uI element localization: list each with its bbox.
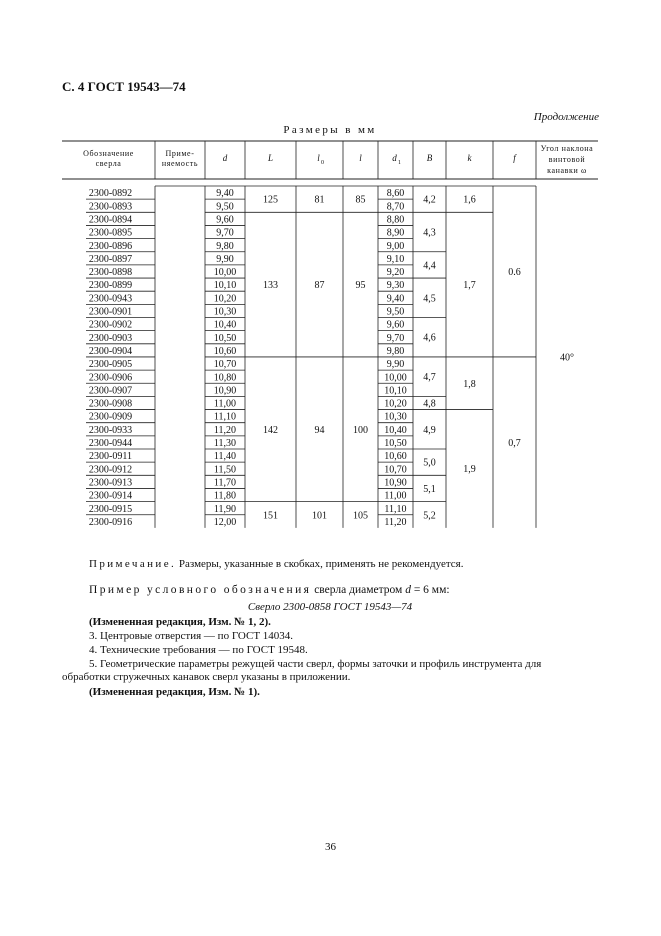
row-d: 11,30	[213, 438, 237, 449]
row-d: 11,10	[213, 411, 237, 423]
example-line	[89, 583, 450, 597]
row-d: 9,80	[216, 240, 234, 252]
group-k-value: 1,7	[463, 280, 476, 292]
note-text: Размеры, указанные в скобках, применять не рекомендуется.	[176, 558, 464, 570]
note-label: Примечание.	[89, 558, 177, 570]
example-variable: d	[405, 584, 411, 596]
page-number: 36	[325, 841, 336, 853]
example-label: Пример условного обозначения	[89, 584, 312, 596]
row-d1: 10,60	[384, 451, 407, 463]
note-line	[89, 557, 463, 571]
row-designation: 2300-0905	[88, 359, 133, 371]
row-d: 12,00	[213, 516, 237, 528]
header-l0: l	[317, 153, 320, 163]
row-designation: 2300-0896	[88, 240, 133, 252]
row-d1: 10,30	[384, 411, 407, 423]
header-designation-2: сверла	[95, 159, 122, 168]
group-B-value: 5,2	[423, 510, 436, 522]
row-designation: 2300-0943	[88, 293, 133, 305]
header-f: f	[513, 153, 516, 163]
row-d1: 9,00	[386, 240, 405, 252]
header-angle-1: Угол наклона	[540, 144, 594, 153]
row-d1: 10,70	[384, 464, 407, 476]
row-d1: 9,20	[386, 267, 405, 279]
amendment-note-1: (Измененная редакция, Изм. № 1, 2).	[89, 616, 271, 628]
row-d: 10,40	[213, 319, 237, 331]
row-d: 10,70	[213, 359, 237, 371]
row-d: 9,40	[216, 188, 234, 200]
header-k: k	[467, 153, 472, 163]
header-l: l	[359, 153, 362, 163]
row-designation: 2300-0911	[89, 451, 132, 463]
row-d1: 8,60	[386, 188, 405, 200]
row-d1: 10,00	[384, 372, 407, 384]
row-designation: 2300-0908	[88, 398, 133, 410]
group-B-value: 5,1	[423, 483, 436, 495]
row-designation: 2300-0906	[88, 372, 133, 384]
row-d1: 9,10	[386, 253, 405, 265]
row-designation: 2300-0894	[88, 214, 133, 226]
row-d1: 9,50	[386, 306, 405, 318]
row-designation: 2300-0944	[88, 438, 133, 449]
item-5-line-1: 5. Геометрические параметры режущей части сверл, формы заточки и профиль инструмента для	[89, 658, 542, 670]
row-d: 9,60	[216, 214, 234, 226]
header-applicability-2: няемость	[161, 159, 199, 168]
group-k-value: 1,8	[463, 378, 476, 390]
row-d: 11,80	[213, 490, 237, 502]
group-l-value: 95	[355, 280, 366, 292]
row-d1: 10,10	[384, 385, 407, 397]
group-B-value: 4,6	[423, 332, 436, 344]
group-L-value: 142	[263, 424, 278, 436]
row-d: 9,90	[216, 253, 234, 265]
row-d: 11,00	[213, 398, 237, 410]
group-l0-value: 94	[314, 424, 325, 436]
row-d: 11,50	[213, 464, 237, 476]
row-designation: 2300-0898	[88, 267, 133, 279]
row-d1: 11,00	[384, 490, 407, 502]
group-k-value: 1,6	[463, 194, 476, 206]
row-d1: 9,70	[386, 332, 405, 344]
row-designation: 2300-0915	[88, 503, 133, 515]
header-applicability-1: Приме-	[165, 149, 195, 158]
group-l0-value: 101	[312, 510, 327, 522]
group-B-value: 4,2	[423, 194, 436, 206]
row-d: 11,70	[213, 477, 237, 489]
header-angle-2: винтовой	[548, 155, 586, 164]
row-designation: 2300-0904	[88, 345, 133, 357]
example-text-after: = 6 мм:	[410, 584, 450, 596]
row-d1: 10,20	[384, 398, 407, 410]
header-d1: d	[392, 153, 397, 163]
header-angle-3: канавки ω	[547, 166, 587, 175]
group-B-value: 4,3	[423, 227, 436, 239]
row-d: 11,20	[213, 424, 237, 436]
header-B: B	[426, 153, 433, 163]
row-d: 10,80	[213, 372, 237, 384]
row-d: 9,50	[216, 201, 234, 213]
row-designation: 2300-0916	[88, 516, 133, 528]
group-k-value: 1,9	[463, 464, 476, 476]
item-3: 3. Центровые отверстия — по ГОСТ 14034.	[89, 630, 294, 642]
group-B-value: 4,5	[423, 293, 436, 305]
row-d1: 9,30	[386, 280, 405, 292]
group-B-value: 4,7	[423, 372, 436, 384]
header-designation-1: Обозначение	[83, 149, 134, 158]
group-L-value: 151	[263, 510, 278, 522]
dimensions-caption: Размеры в мм	[283, 124, 377, 136]
row-d1: 10,40	[384, 424, 407, 436]
row-designation: 2300-0909	[88, 411, 133, 423]
row-designation: 2300-0907	[88, 385, 133, 397]
row-designation: 2300-0901	[88, 306, 133, 318]
item-5-line-2: обработки стружечных канавок сверл указаны в приложении.	[62, 671, 351, 683]
row-designation: 2300-0912	[88, 464, 133, 476]
row-designation: 2300-0899	[88, 280, 133, 292]
row-d: 9,70	[216, 227, 234, 239]
row-d: 11,90	[213, 503, 237, 515]
page-header: С. 4 ГОСТ 19543—74	[62, 79, 186, 94]
row-designation: 2300-0914	[88, 490, 133, 502]
row-d: 10,50	[213, 332, 237, 344]
row-designation: 2300-0903	[88, 332, 133, 344]
row-d: 10,20	[213, 293, 237, 305]
row-d1: 9,80	[386, 345, 405, 357]
group-B-value: 5,0	[423, 457, 436, 469]
header-d1-subscript: 1	[398, 160, 401, 166]
row-d1: 8,90	[386, 227, 405, 239]
row-d1: 10,50	[384, 438, 407, 449]
row-d1: 10,90	[384, 477, 407, 489]
row-designation: 2300-0913	[88, 477, 133, 489]
group-l0-value: 81	[314, 194, 325, 206]
example-text-before: сверла диаметром	[311, 584, 406, 596]
row-d1: 9,60	[386, 319, 405, 331]
row-d: 10,10	[213, 280, 237, 292]
group-L-value: 125	[263, 194, 278, 206]
row-d1: 8,80	[386, 214, 405, 226]
header-l0-subscript: 0	[321, 160, 324, 166]
row-d: 10,90	[213, 385, 237, 397]
row-d: 11,40	[213, 451, 237, 463]
row-designation: 2300-0902	[88, 319, 133, 331]
example-designation: Сверло 2300-0858 ГОСТ 19543—74	[247, 601, 413, 613]
row-d1: 9,90	[386, 359, 405, 371]
group-B-value: 4,4	[423, 260, 436, 272]
row-d: 10,00	[213, 267, 237, 279]
row-designation: 2300-0933	[88, 424, 133, 436]
row-d1: 8,70	[386, 201, 405, 213]
amendment-note-2: (Измененная редакция, Изм. № 1).	[89, 686, 260, 698]
group-l-value: 100	[353, 424, 368, 436]
item-4: 4. Технические требования — по ГОСТ 19548.	[89, 644, 308, 656]
row-d1: 11,10	[384, 503, 407, 515]
header-d: d	[222, 153, 228, 163]
row-d1: 9,40	[386, 293, 405, 305]
continuation-label: Продолжение	[533, 111, 599, 123]
header-L: L	[267, 153, 274, 163]
row-d: 10,30	[213, 306, 237, 318]
row-designation: 2300-0893	[88, 201, 133, 213]
row-designation: 2300-0895	[88, 227, 133, 239]
group-B-value: 4,9	[423, 424, 436, 436]
group-f-value: 0,7	[508, 437, 521, 449]
group-L-value: 133	[263, 280, 278, 292]
row-designation: 2300-0892	[88, 188, 133, 200]
group-B-value: 4,8	[423, 398, 436, 410]
row-designation: 2300-0897	[88, 253, 133, 265]
group-l0-value: 87	[314, 280, 325, 292]
group-angle-value: 40°	[560, 352, 574, 364]
group-l-value: 105	[353, 510, 368, 522]
group-l-value: 85	[355, 194, 366, 206]
group-f-value: 0.6	[508, 266, 521, 278]
row-d1: 11,20	[384, 516, 407, 528]
row-d: 10,60	[213, 345, 237, 357]
